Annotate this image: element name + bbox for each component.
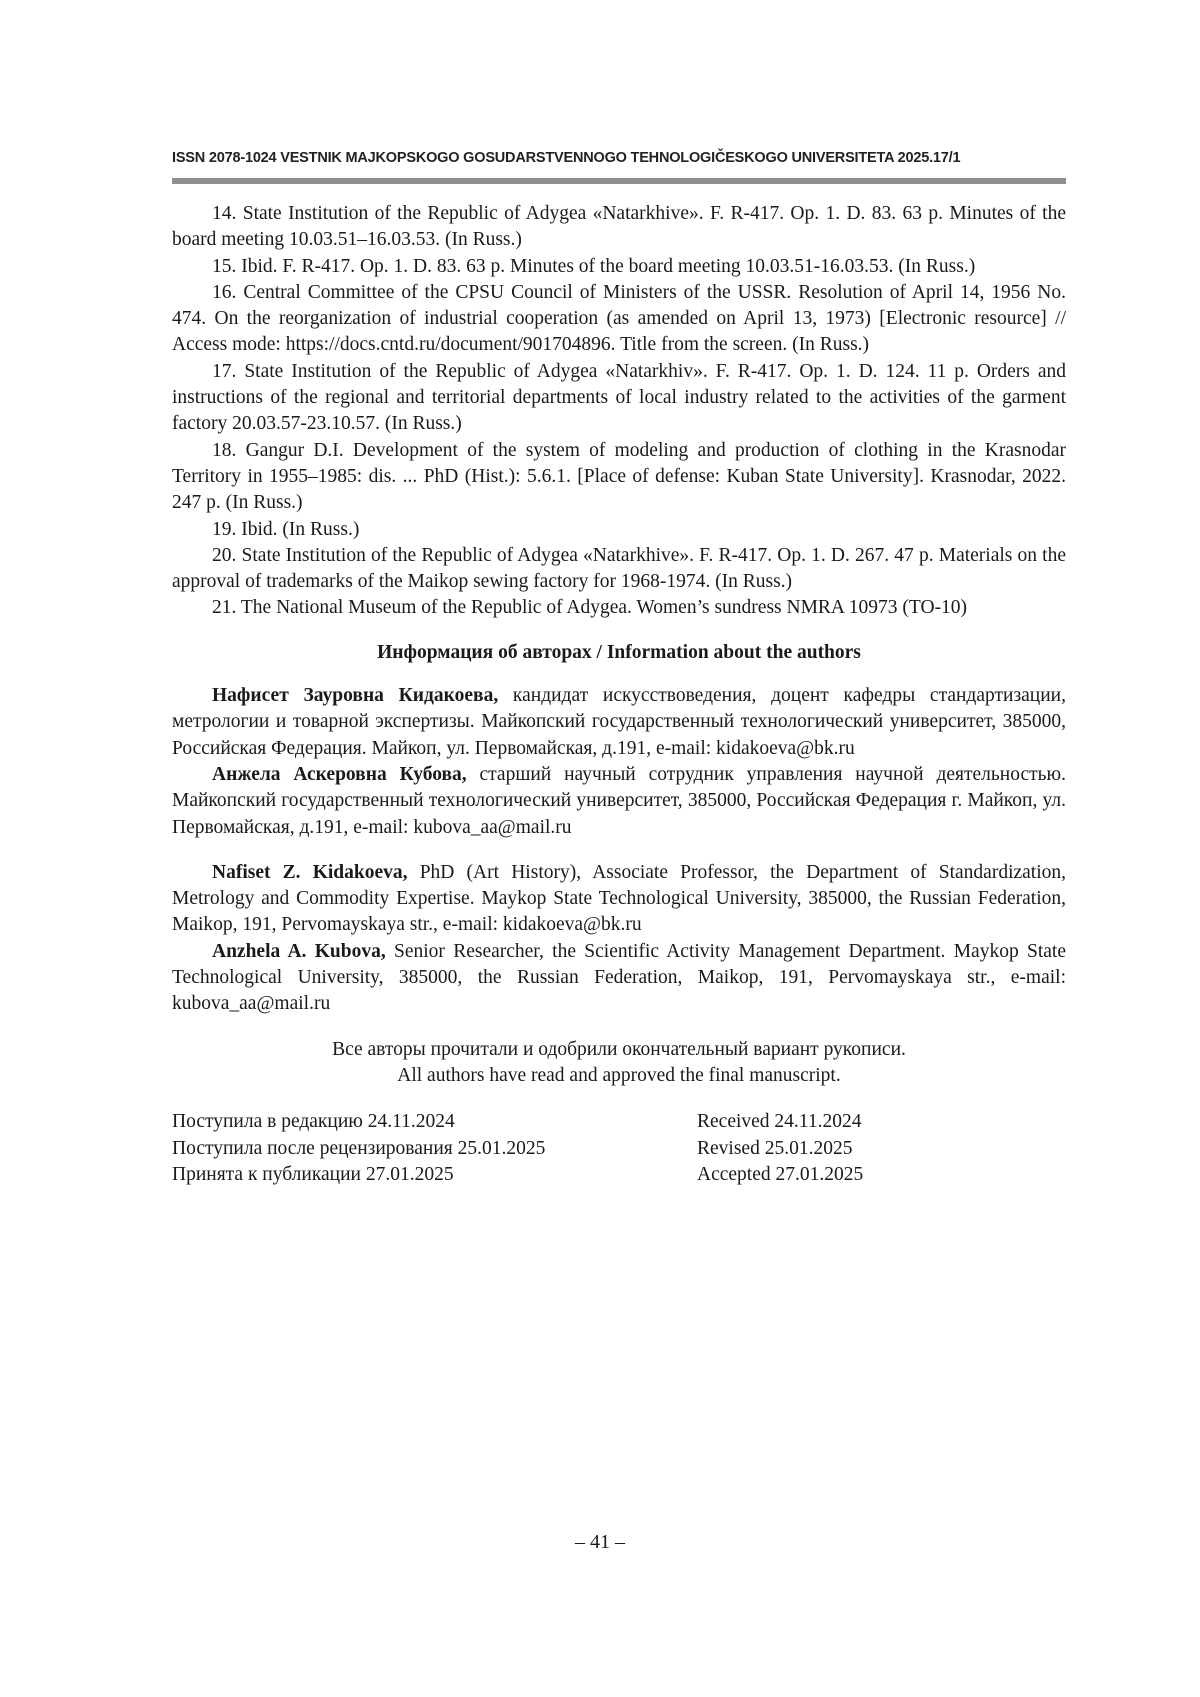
author-name: Nafiset Z. Kidakoeva,	[212, 861, 408, 883]
authors-ru	[172, 683, 1066, 841]
author-entry	[172, 683, 1066, 762]
accepted-en: Accepted 27.01.2025	[697, 1163, 864, 1185]
header-rule	[172, 178, 1066, 184]
authors-section-title: Информация об авторах / Information about the authors	[377, 641, 861, 663]
reference-item: 20. State Institution of the Republic of Adygea «Natarkhive». F. R-417. Op. 1. D. 267. 47 p. Materials on the approval of trademarks of the Maikop sewing factory for 1968-1974. (In Russ.)	[172, 544, 1066, 593]
author-details: PhD (Art History), Associate Professor, the Department of Standardization, Metrology and Commodity Expertise. Maykop State Technological University, 385000, the Russian Federation, Maikop, 191, Pervomayskaya str., e-mail: kidakoeva@bk.ru	[172, 861, 1067, 936]
running-header: ISSN 2078-1024 VESTNIK MAJKOPSKOGO GOSUDARSTVENNOGO TEHNOLOGIČESKOGO UNIVERSITETA 2025.17/1	[172, 150, 961, 166]
reference-item: 19. Ibid. (In Russ.)	[212, 518, 360, 540]
author-entry	[172, 939, 1066, 1018]
reference-item: 18. Gangur D.I. Development of the system of modeling and production of clothing in the Krasnodar Territory in 1955–1985: dis. ... PhD (Hist.): 5.6.1. [Place of defense: Kuban State University]. Krasnodar, 2022. 247 p. (In Russ.)	[172, 439, 1066, 514]
approval-ru: Все авторы прочитали и одобрили окончательный вариант рукописи.	[332, 1038, 906, 1060]
authors-en	[172, 860, 1066, 1018]
received-en: Received 24.11.2024	[697, 1111, 862, 1133]
author-name: Анжела Аскеровна Кубова,	[212, 763, 467, 785]
author-details: старший научный сотрудник управления научной деятельностью. Майкопский государственный технологический университет, 385000, Российская Федерация г. Майкоп, ул. Первомайская, д.191, e-mail: kubova_aa@mail.ru	[172, 763, 1066, 838]
reference-item: 15. Ibid. F. R-417. Op. 1. D. 83. 63 p. Minutes of the board meeting 10.03.51-16.03.53. (In Russ.)	[212, 255, 976, 277]
reference-item: 21. The National Museum of the Republic of Adygea. Women’s sundress NMRA 10973 (TO-10)	[212, 597, 968, 619]
reference-item: 14. State Institution of the Republic of Adygea «Natarkhive». F. R-417. Op. 1. D. 83. 63 p. Minutes of the board meeting 10.03.51–16.03.53. (In Russ.)	[172, 203, 1066, 251]
author-details: кандидат искусствоведения, доцент кафедры стандартизации, метрологии и товарной экспертизы. Майкопский государственный технологический университет, 385000, Российская Федерация. Майкоп, ул. Первомайская, д.191, e-mail: kidakoeva@bk.ru	[172, 685, 1066, 759]
reference-item: 17. State Institution of the Republic of Adygea «Natarkhiv». F. R-417. Op. 1. D. 124. 11 p. Orders and instructions of the regional and territorial departments of local industry related to the activities of the garment factory 20.03.57-23.10.57. (In Russ.)	[172, 360, 1066, 435]
author-name: Нафисет Зауровна Кидакоева,	[212, 685, 499, 707]
author-name: Anzhela A. Kubova,	[212, 940, 386, 962]
page-number: – 41 –	[575, 1531, 625, 1553]
article-dates	[172, 1109, 1066, 1188]
page-content	[172, 201, 1066, 1188]
reference-item: 16. Central Committee of the CPSU Council of Ministers of the USSR. Resolution of April 14, 1956 No. 474. On the reorganization of industrial cooperation (as amended on April 13, 1973) [Electronic resource] // Access mode: https://docs.cntd.ru/document/901704896. Title from the screen. (In Russ.)	[172, 281, 1066, 356]
author-details: Senior Researcher, the Scientific Activity Management Department. Maykop State Technological University, 385000, the Russian Federation, Maikop, 191, Pervomayskaya str., e-mail: kubova_aa@mail.ru	[172, 940, 1066, 1015]
accepted-ru: Принята к публикации 27.01.2025	[172, 1163, 454, 1185]
revised-ru: Поступила после рецензирования 25.01.2025	[172, 1137, 546, 1159]
author-entry	[172, 860, 1066, 939]
author-entry	[172, 762, 1066, 841]
reference-list	[172, 201, 1066, 622]
revised-en: Revised 25.01.2025	[697, 1137, 853, 1159]
received-ru: Поступила в редакцию 24.11.2024	[172, 1111, 455, 1133]
approval-en: All authors have read and approved the final manuscript.	[397, 1064, 841, 1086]
